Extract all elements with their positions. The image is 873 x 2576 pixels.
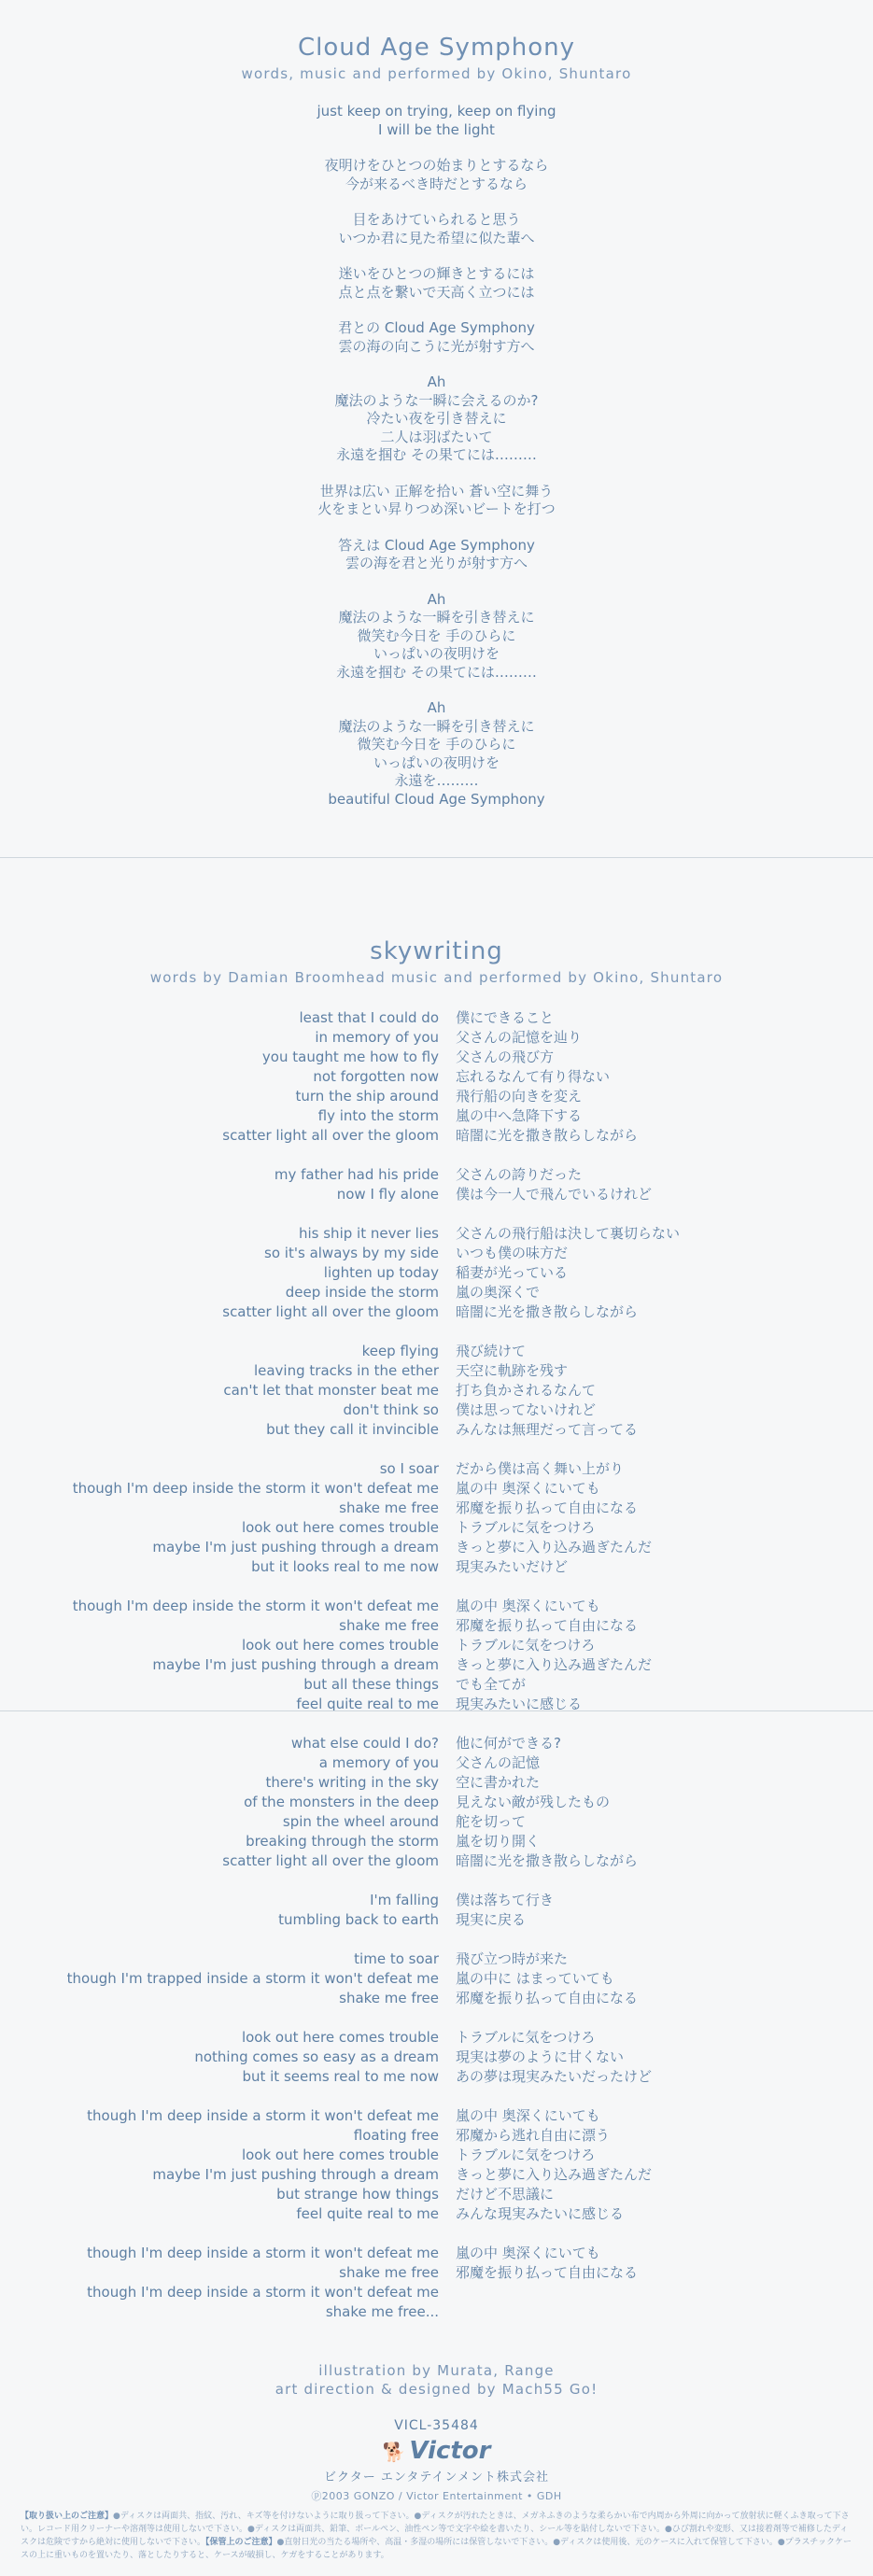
lyric-english: scatter light all over the gloom: [222, 1852, 439, 1869]
lyric-row: [0, 2263, 873, 2283]
lyric-english: leaving tracks in the ether: [253, 1362, 439, 1379]
lyric-line: 永遠を掴む その果てには………: [336, 663, 537, 681]
lyric-row: [0, 1989, 873, 2008]
lyric-japanese: 父さんの飛行船は決して裏切らない: [456, 1225, 681, 1242]
lyric-japanese: きっと夢に入り込み過ぎたんだ: [456, 1656, 653, 1673]
lyric-japanese: トラブルに気をつけろ: [456, 2029, 596, 2046]
lyric-stanza: [0, 373, 873, 465]
lyric-english: though I'm deep inside a storm it won't defeat me: [87, 2107, 439, 2124]
lyric-japanese: 嵐の中に はまっていても: [456, 1970, 614, 1987]
lyric-line: 今が来るべき時だとするなら: [345, 175, 528, 192]
lyric-japanese: あの夢は現実みたいだったけど: [456, 2068, 653, 2085]
lyric-row: [0, 1401, 873, 1420]
lyric-japanese: 現実みたいだけど: [456, 1558, 569, 1575]
lyric-english: shake me free: [339, 2264, 439, 2281]
lyric-japanese: でも全てが: [456, 1676, 527, 1693]
lyric-row: [0, 1459, 873, 1479]
lyric-row: [0, 2106, 873, 2126]
lyric-row: [0, 1087, 873, 1106]
lyric-line: 目をあけていられると思う: [352, 211, 521, 228]
lyric-stanza: [0, 537, 873, 573]
lyric-english: nothing comes so easy as a dream: [194, 2048, 439, 2065]
lyric-row: [0, 2185, 873, 2204]
lyric-row: [0, 2146, 873, 2165]
lyric-japanese: 僕にできること: [456, 1009, 555, 1026]
credits-panel: [0, 2362, 873, 2503]
song1-panel: [0, 34, 873, 809]
lyric-japanese: 忘れるなんて有り得ない: [456, 1068, 611, 1085]
lyric-line: 迷いをひとつの輝きとするには: [338, 265, 535, 282]
lyric-english: breaking through the storm: [246, 1833, 439, 1850]
lyric-english: so I soar: [379, 1460, 439, 1477]
lyric-row: [0, 1793, 873, 1812]
lyric-row: [0, 1008, 873, 1028]
lyric-japanese: トラブルに気をつけろ: [456, 1637, 596, 1654]
lyric-english: feel quite real to me: [296, 1696, 439, 1712]
lyric-english: my father had his pride: [274, 1166, 439, 1183]
song1-lyrics: [0, 103, 873, 809]
lyric-line: いっぱいの夜明けを: [373, 645, 500, 662]
lyric-english: scatter light all over the gloom: [222, 1303, 439, 1320]
lyric-english: look out here comes trouble: [241, 2029, 439, 2046]
lyric-english: but it looks real to me now: [251, 1558, 439, 1575]
fold-line: [0, 857, 873, 858]
lyric-row: [0, 1302, 873, 1322]
lyric-english: though I'm deep inside a storm it won't defeat me: [87, 2245, 439, 2261]
lyric-japanese: 飛行船の向きを変え: [456, 1088, 583, 1105]
nipper-dog-icon: 🐕: [382, 2441, 406, 2463]
lyric-japanese: トラブルに気をつけろ: [456, 2147, 596, 2163]
lyric-stanza: [0, 103, 873, 139]
lyric-english: but it seems real to me now: [242, 2068, 439, 2085]
lyric-row: [0, 1832, 873, 1851]
lyric-row: [0, 1950, 873, 1969]
lyric-row: [0, 2302, 873, 2322]
art-direction-credit: art direction & designed by Mach55 Go!: [275, 2381, 598, 2398]
lyric-japanese: 邪魔を振り払って自由になる: [456, 2264, 639, 2281]
lyric-english: feel quite real to me: [296, 2205, 439, 2222]
notice-body: ●ディスクは両面共、指紋、汚れ、キズ等を付けないように取り扱って下さい。●ディスクが汚れたときは、メガネふきのような柔らかい布で内周から外周に向かって放射状に軽くふき取って下さい。レコード用クリーナーや溶剤等は使用しないで下さい。●ディスクは両面共、鉛筆、ボールペン、油性ペン等で文字や絵を書いたり、シール等を貼付しないで下さい。●ひび割れや変形、又は接着剤等で補修したディスクは危険ですから絶対に使用しないで下さい。: [21, 2512, 850, 2547]
lyric-english: though I'm deep inside a storm it won't defeat me: [87, 2284, 439, 2301]
lyric-japanese: 嵐を切り開く: [456, 1833, 541, 1850]
lyric-row: [0, 1812, 873, 1832]
notice-body-storage: ●直射日光の当たる場所や、高温・多湿の場所には保管しないで下さい。●ディスクは使用後、元のケースに入れて保管して下さい。●プラスチックケースの上に重いものを置いたり、落としたりすると、ケースが破損し、ケガをすることがあります。: [21, 2538, 852, 2560]
lyric-row: [0, 1224, 873, 1244]
lyric-row: [0, 1342, 873, 1361]
lyric-line: 永遠を掴む その果てには………: [336, 446, 537, 463]
lyric-english: but all these things: [303, 1676, 439, 1693]
lyric-row: [0, 1851, 873, 1871]
notice-heading-storage: 【保管上のご注意】: [205, 2538, 277, 2547]
song1-credit: words, music and performed by Okino, Shuntaro: [241, 65, 632, 82]
lyric-row: [0, 1773, 873, 1793]
lyric-line: 冷たい夜を引き替えに: [366, 410, 507, 427]
lyric-english: maybe I'm just pushing through a dream: [152, 1539, 439, 1555]
catalog-number: VICL-35484: [394, 2418, 479, 2433]
lyric-english: lighten up today: [323, 1264, 439, 1281]
lyric-english: time to soar: [354, 1950, 439, 1967]
lyric-line: 二人は羽ばたいて: [380, 428, 493, 445]
lyric-japanese: トラブルに気をつけろ: [456, 1519, 596, 1536]
lyric-japanese: 嵐の中 奥深くにいても: [456, 2245, 600, 2261]
lyric-stanza: [0, 211, 873, 247]
fold-line-2: [0, 1710, 873, 1711]
lyric-japanese: 暗闇に光を撒き散らしながら: [456, 1852, 639, 1869]
lyric-english: though I'm deep inside the storm it won't defeat me: [72, 1480, 439, 1497]
lyric-row: [0, 1283, 873, 1302]
lyric-japanese: 打ち負かされるなんて: [456, 1382, 597, 1399]
lyric-japanese: 邪魔を振り払って自由になる: [456, 1499, 639, 1516]
lyric-english: least that I could do: [299, 1009, 439, 1026]
lyric-stanza: [0, 591, 873, 683]
lyric-japanese: 見えない敵が残したもの: [456, 1794, 611, 1810]
lyric-row: [0, 2028, 873, 2048]
lyric-row: [0, 1616, 873, 1636]
lyric-english: deep inside the storm: [285, 1284, 439, 1301]
lyric-japanese: 邪魔を振り払って自由になる: [456, 1990, 639, 2006]
lyric-row: [0, 2048, 873, 2067]
song2-panel: [0, 937, 873, 986]
lyric-english: scatter light all over the gloom: [222, 1127, 439, 1144]
lyric-row: [0, 1028, 873, 1048]
lyric-japanese: 飛び立つ時が来た: [456, 1950, 569, 1967]
lyric-line: 火をまとい昇りつめ深いビートを打つ: [317, 500, 556, 517]
lyric-english: of the monsters in the deep: [244, 1794, 439, 1810]
lyric-japanese: 現実は夢のように甘くない: [456, 2048, 625, 2065]
lyric-english: maybe I'm just pushing through a dream: [152, 1656, 439, 1673]
lyric-japanese: 現実に戻る: [456, 1911, 527, 1928]
lyric-japanese: 父さんの誇りだった: [456, 1166, 583, 1183]
lyric-english: look out here comes trouble: [241, 2147, 439, 2163]
lyric-stanza: [0, 265, 873, 302]
lyric-row: [0, 1891, 873, 1910]
lyric-english: though I'm trapped inside a storm it won't defeat me: [66, 1970, 439, 1987]
song2-credit: words by Damian Broomhead music and performed by Okino, Shuntaro: [149, 969, 724, 986]
lyric-japanese: 嵐の奥深くで: [456, 1284, 541, 1301]
lyric-english: tumbling back to earth: [278, 1911, 439, 1928]
lyric-english: shake me free...: [325, 2303, 439, 2320]
lyric-row: [0, 1126, 873, 1146]
lyric-line: 夜明けをひとつの始まりとするなら: [324, 157, 549, 174]
victor-logo: 🐕 Victor: [382, 2437, 491, 2465]
lyric-japanese: 邪魔から逃れ自由に漂う: [456, 2127, 611, 2144]
lyric-row: [0, 1910, 873, 1930]
lyric-japanese: 現実みたいに感じる: [456, 1696, 583, 1712]
lyric-row: [0, 2165, 873, 2185]
lyric-english: in memory of you: [315, 1029, 439, 1046]
lyric-row: [0, 1538, 873, 1557]
lyric-japanese: 僕は思ってないけれど: [456, 1401, 597, 1418]
lyric-japanese: 舵を切って: [456, 1813, 527, 1830]
lyric-english: turn the ship around: [295, 1088, 439, 1105]
lyric-japanese: 嵐の中 奥深くにいても: [456, 1598, 600, 1614]
lyric-japanese: 僕は今一人で飛んでいるけれど: [456, 1186, 653, 1203]
lyric-line: いつか君に見た希望に似た輩へ: [338, 229, 535, 246]
lyric-english: shake me free: [339, 1990, 439, 2006]
lyric-line: 雲の海を君と光りが射す方へ: [345, 555, 528, 571]
lyric-japanese: きっと夢に入り込み過ぎたんだ: [456, 1539, 653, 1555]
lyric-japanese: 邪魔を振り払って自由になる: [456, 1617, 639, 1634]
lyric-line: 魔法のような一瞬を引き替えに: [338, 609, 535, 626]
lyric-row: [0, 2126, 873, 2146]
lyric-english: there's writing in the sky: [265, 1774, 439, 1791]
lyric-row: [0, 1969, 873, 1989]
lyric-line: 微笑む今日を 手のひらに: [357, 736, 516, 753]
lyric-japanese: 嵐の中へ急降下する: [456, 1107, 583, 1124]
lyric-line: いっぱいの夜明けを: [373, 753, 500, 771]
lyric-stanza: [0, 699, 873, 809]
lyric-line: 永遠を………: [394, 772, 479, 789]
lyric-japanese: みんな現実みたいに感じる: [456, 2205, 625, 2222]
lyric-japanese: 空に書かれた: [456, 1774, 541, 1791]
lyric-japanese: 天空に軌跡を残す: [456, 1362, 569, 1379]
lyric-english: though I'm deep inside the storm it won't defeat me: [72, 1598, 439, 1614]
lyric-english: his ship it never lies: [298, 1225, 439, 1242]
lyric-english: maybe I'm just pushing through a dream: [152, 2166, 439, 2183]
song2-title: skywriting: [370, 937, 503, 965]
lyric-japanese: 僕は落ちて行き: [456, 1892, 554, 1908]
lyric-japanese: 嵐の中 奥深くにいても: [456, 1480, 600, 1497]
lyric-japanese: いつも僕の味方だ: [456, 1245, 569, 1261]
lyric-english: you taught me how to fly: [261, 1049, 439, 1065]
lyric-line: 微笑む今日を 手のひらに: [357, 626, 516, 644]
lyric-japanese: だけど不思議に: [456, 2186, 555, 2203]
lyric-line: Ah: [427, 699, 446, 716]
lyric-line: Ah: [427, 590, 446, 608]
lyric-stanza: [0, 319, 873, 356]
lyric-english: look out here comes trouble: [241, 1519, 439, 1536]
lyric-japanese: 稲妻が光っている: [456, 1264, 569, 1281]
lyric-english: so it's always by my side: [264, 1245, 439, 1261]
lyric-english: don't think so: [343, 1401, 439, 1418]
lyric-row: [0, 1479, 873, 1499]
lyric-stanza: [0, 483, 873, 519]
lyric-row: [0, 1675, 873, 1695]
lyric-row: [0, 1048, 873, 1067]
lyric-row: [0, 1244, 873, 1263]
handling-notice: [21, 2510, 852, 2562]
lyric-line: beautiful Cloud Age Symphony: [328, 790, 545, 808]
lyric-english: look out here comes trouble: [241, 1637, 439, 1654]
lyric-japanese: だから僕は高く舞い上がり: [456, 1460, 625, 1477]
lyric-row: [0, 1185, 873, 1204]
lyric-row: [0, 1165, 873, 1185]
lyric-japanese: 父さんの記憶を辿り: [456, 1029, 583, 1046]
lyric-japanese: 嵐の中 奥深くにいても: [456, 2107, 600, 2124]
notice-heading: 【取り扱い上のご注意】: [21, 2512, 114, 2521]
lyric-english: I'm falling: [370, 1892, 439, 1908]
lyric-row: [0, 1381, 873, 1401]
lyric-row: [0, 1753, 873, 1773]
lyric-row: [0, 1106, 873, 1126]
lyric-english: fly into the storm: [317, 1107, 439, 1124]
lyric-japanese: 飛び続けて: [456, 1343, 527, 1359]
lyric-line: 魔法のような一瞬に会えるのか?: [334, 391, 539, 409]
lyric-row: [0, 1420, 873, 1440]
illustration-credit: illustration by Murata, Range: [318, 2362, 555, 2379]
lyric-row: [0, 1557, 873, 1577]
lyric-japanese: 父さんの記憶: [456, 1754, 541, 1771]
lyric-row: [0, 1518, 873, 1538]
lyric-english: can't let that monster beat me: [223, 1382, 439, 1399]
lyric-english: shake me free: [339, 1499, 439, 1516]
lyric-line: I will be the light: [378, 120, 495, 138]
lyric-stanza: [0, 157, 873, 193]
company-name: ビクター エンタテインメント株式会社: [323, 2470, 550, 2485]
lyric-row: [0, 1263, 873, 1283]
lyric-row: [0, 2244, 873, 2263]
lyric-japanese: 他に何ができる?: [456, 1735, 561, 1752]
lyric-row: [0, 2283, 873, 2302]
lyric-row: [0, 1499, 873, 1518]
lyric-row: [0, 1655, 873, 1675]
lyric-english: a memory of you: [318, 1754, 439, 1771]
lyric-english: now I fly alone: [336, 1186, 439, 1203]
lyric-japanese: 暗闇に光を撒き散らしながら: [456, 1303, 639, 1320]
lyric-row: [0, 1597, 873, 1616]
lyric-japanese: みんなは無理だって言ってる: [456, 1421, 639, 1438]
lyric-row: [0, 1734, 873, 1753]
lyric-line: 点と点を繋いで天高く立つには: [338, 283, 535, 301]
lyric-row: [0, 1636, 873, 1655]
lyric-row: [0, 2067, 873, 2087]
lyric-row: [0, 2204, 873, 2224]
lyric-english: what else could I do?: [290, 1735, 439, 1752]
lyric-english: but they call it invincible: [266, 1421, 439, 1438]
lyric-english: spin the wheel around: [282, 1813, 439, 1830]
lyric-english: keep flying: [361, 1343, 439, 1359]
lyric-japanese: 暗闇に光を撒き散らしながら: [456, 1127, 639, 1144]
lyric-line: 答えは Cloud Age Symphony: [338, 536, 535, 554]
lyric-line: just keep on trying, keep on flying: [317, 103, 556, 120]
lyric-row: [0, 1361, 873, 1381]
copyright-line: ⓟ2003 GONZO / Victor Entertainment • GDH: [311, 2490, 562, 2502]
lyric-line: 世界は広い 正解を拾い 蒼い空に舞う: [319, 482, 554, 500]
lyric-line: 魔法のような一瞬を引き替えに: [338, 717, 535, 735]
lyric-japanese: 父さんの飛び方: [456, 1049, 555, 1065]
lyric-english: not forgotten now: [313, 1068, 439, 1085]
lyric-row: [0, 1067, 873, 1087]
lyric-japanese: きっと夢に入り込み過ぎたんだ: [456, 2166, 653, 2183]
song1-title: Cloud Age Symphony: [297, 34, 576, 62]
lyric-line: Ah: [427, 373, 446, 390]
lyric-english: but strange how things: [276, 2186, 439, 2203]
lyric-english: floating free: [353, 2127, 439, 2144]
lyric-english: shake me free: [339, 1617, 439, 1634]
lyric-line: 君との Cloud Age Symphony: [338, 319, 535, 336]
lyric-line: 雲の海の向こうに光が射す方へ: [338, 337, 535, 355]
